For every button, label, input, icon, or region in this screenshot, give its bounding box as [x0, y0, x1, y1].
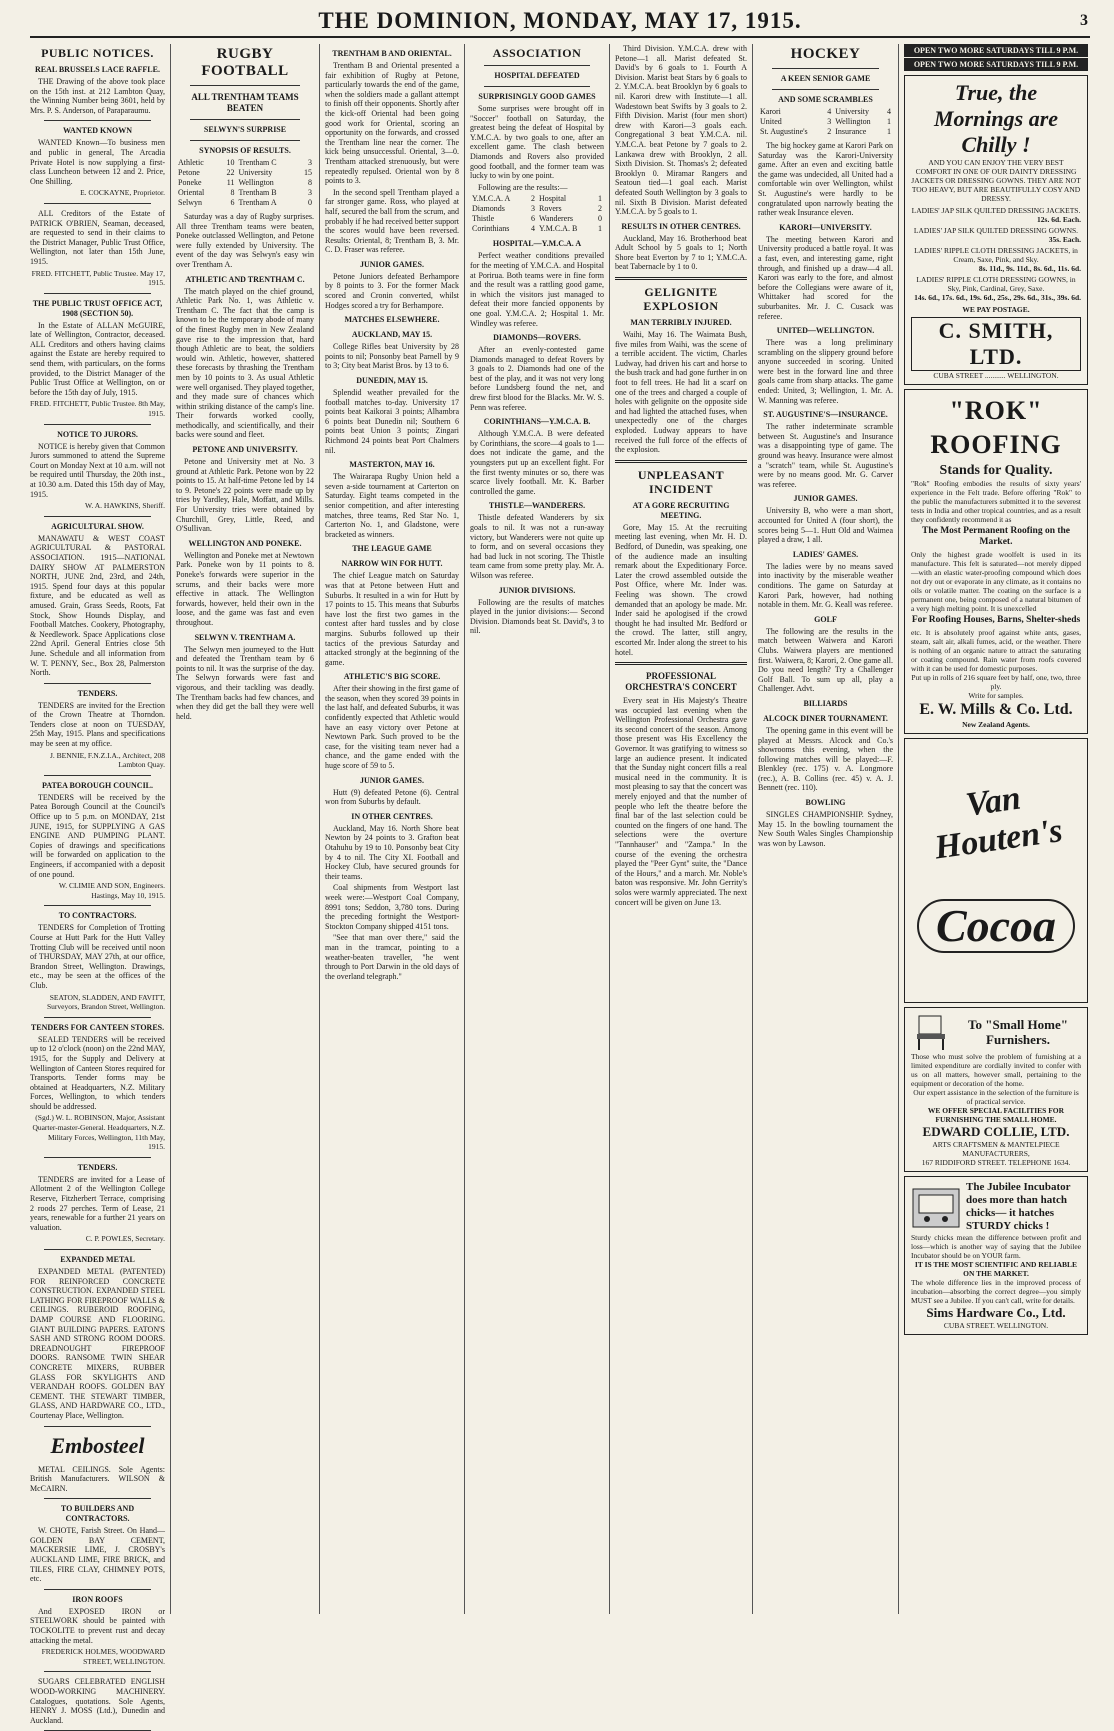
result-row [758, 107, 893, 117]
loser: Wanderers [538, 214, 573, 224]
masthead [30, 8, 1090, 38]
loser-score: 4 [887, 107, 891, 116]
article-text: Following are the results of matches played in the junior divisions:— Second Division. Diamonds beat St. David's, 3 to nil. [470, 597, 604, 636]
article-heading: JUNIOR GAMES. [793, 494, 858, 504]
article-heading: GOLF [814, 614, 837, 624]
article-text: The match played on the chief ground, Athletic Park No. 1, was Athletic v. Trentham C. The fact that the camp is known to be the temporary abode of many of the finest Rugby men in New Zealand gave rise to the impression that, hard though Athletic are to beat, the soldiers would win. Athletic, however, shattered these forecasts by thrashing the Trentham men by 10 points to 3. As usual Athletic were well organised. They played together, and they made sure of chances which within striking distance of the camp's line. Their forwards worked coolly, methodically, and scientifically, and their backs were sound and fleet. [176, 286, 314, 440]
winner: Athletic [178, 158, 204, 167]
price-value: 8s. 11d., 9s. 11d., 8s. 6d., 11s. 6d. [978, 264, 1081, 273]
winner-score: 4 [530, 224, 535, 234]
article-heading: WELLINGTON AND PONEKE. [188, 538, 302, 548]
ad-rolls: Put up in rolls of 216 square feet by half, one, two, three ply. [911, 673, 1081, 691]
winner-score: 4 [827, 107, 832, 116]
article-text: The Wairarapa Rugby Union held a seven a-side tournament at Carterton on Saturday. Eight teams competed in the senior competition, and after interesting matches, three teams, Red Star No. 1, Carterton No. 1, and Gladstone, were bracketed as winners. [325, 472, 459, 539]
article-text: The chief League match on Saturday was that at Petone between Hutt and Suburbs. It resulted in a win for Hutt by 17 points to 15. This means that Suburbs have lost the first two games in the contest after hard tussles and by close margins. Suburbs followed up their tactics of the previous Saturday and attacked strongly at the beginning of the game. [325, 571, 459, 667]
article-heading: BOWLING [805, 798, 846, 808]
incubator-icon [911, 1181, 961, 1231]
subhead: AND SOME SCRAMBLES [778, 95, 873, 104]
notice-heading: TO BUILDERS AND CONTRACTORS. [60, 1504, 135, 1524]
notice-heading: REAL BRUSSELS LACE RAFFLE. [35, 65, 160, 74]
article-text: There was a long preliminary scrambling on the slippery ground before anyone succeeded in scoring. United were best in the forward line and three goals came from sharp attacks. The game ended: United, 3; Wellington, 1. Mr. A. W. Manning was referee. [758, 338, 893, 405]
notice-heading: TENDERS. [77, 688, 118, 698]
article-heading: DUNEDIN, MAY 15. [356, 376, 428, 386]
column-news [615, 44, 747, 1614]
ad-product: Cocoa [917, 899, 1075, 953]
notice-body: W. CHOTE, Farish Street. On Hand—GOLDEN BAY CEMENT, MACKERSIE LIME, J. CROSBY's AUCKLAND LIME, FIRE BRICK, and TILES, FIRE CLAY, CHIMNEY POTS, etc. [30, 1526, 165, 1584]
column-rugby-cont [325, 44, 459, 1614]
notice-body: In the Estate of ALLAN McGUIRE, late of Wellington, Contractor, deceased. ALL Creditors and others having claims against the Estate are hereby required to send them, with particulars, on the forms provided, to the District Manager of the Public Trust Office at Wellington, on or before the 15th day of July, 1915. [30, 320, 165, 397]
notice-body: TENDERS will be received by the Patea Borough Council at the Council's Office up to 5 p.m. on MONDAY, 21st JUNE, 1915, for SUPPLYING A GAS ENGINE AND PUMPING PLANT. Copies of drawings and specifications will be forwarded on application to the Engineers, if accompanied with a deposit of one pound. [30, 792, 165, 879]
notice-signature: FREDERICK HOLMES, WOODWARD STREET, WELLINGTON. [41, 1647, 165, 1666]
ad-firm: E. W. Mills & Co. Ltd. [919, 701, 1073, 718]
divider [44, 203, 151, 204]
price-value: 35s. Each. [1048, 235, 1081, 244]
divider [44, 1671, 151, 1672]
loser-score: 1 [598, 224, 602, 234]
loser-score: 15 [304, 168, 312, 177]
article-text: Although Y.M.C.A. B were defeated by Corinthians, the score—4 goals to 1—does not indicate the game, and the youngsters put up an excellent fight. For the first twenty minutes or so, there was scarce lively football. Mr. K. Barber controlled the game. [470, 429, 604, 496]
results-table [758, 107, 893, 137]
ad-address: 167 RIDDIFORD STREET. TELEPHONE 1634. [921, 1158, 1071, 1167]
winner: Karori [760, 107, 781, 116]
column-hockey [758, 44, 893, 1614]
notice-signature: SEATON, SLADDEN, AND FAVITT, Surveyors, Brandon Street, Wellington. [47, 992, 165, 1012]
ad-title: To "Small Home" Furnishers. [968, 1017, 1068, 1047]
ad-title: True, the Mornings are Chilly ! [933, 80, 1059, 157]
hours-banner: OPEN TWO MORE SATURDAYS TILL 9 P.M. [904, 44, 1088, 57]
ad-firm: Sims Hardware Co., Ltd. [926, 1305, 1066, 1320]
loser: Y.M.C.A. B [538, 224, 578, 234]
column-association [470, 44, 604, 1614]
article-text: The opening game in this event will be played at Messrs. Alcock and Co.'s showrooms this evening, when the following matches will be played:—F. Blenkley (rec. 175) v. A. Longmore (rec.), A. B. Collins (rec. 45) v. A. J. Bennett (rec. 110). [758, 725, 893, 793]
notice-body: NOTICE is hereby given that Common Jurors summoned to attend the Supreme Court on Monday Next at 10 a.m. will not be required until Thursday, the 20th inst., at 10.30 a.m. Dated this 15th day of May, 1915. [30, 441, 165, 499]
result-row [176, 168, 314, 178]
intro: Some surprises were brought off in "Soccer" football on Saturday, the greatest being the defeat of Hospital by Y.M.C.A. by two goals to one, after an excellent game. The clash between Diamonds and Rovers also provided good football, and the former team was lucky to win by one point. [470, 104, 604, 181]
notice-body: THE Drawing of the above took place on the 15th inst. at 212 Lambton Quay, the Winning Number being 3601, held by Mrs. P. S. Anderson, of Paraparaumu. [30, 77, 165, 115]
ad-address: CUBA STREET. WELLINGTON. [943, 1321, 1049, 1330]
article-heading: JUNIOR GAMES. [359, 259, 424, 269]
ad-text: Only the highest grade woolfelt is used in its manufacture. This felt is saturated—not merely dipped—with an elastic water-proofing compound which does not dry out or evaporate in any climate, as it contains no oils or volatile matter. The coating on the surface is a permanent one, being composed of a natural bitumen of a very high melting point. It is unexcelled [911, 550, 1081, 613]
divider [44, 1157, 151, 1158]
gelignite-text: Waihi, May 16. The Waimata Bush, five miles from Waihi, was the scene of a terrible accident. The victim, Charles Ludway, had driven his cart and horse to the bush track and had gone further in on foot to fell trees. He had lit a scarf on one of the trees and charged a couple of holes with gelignite on the opposite side and had lighted the attached fuses, when unexpectedly one of the charges exploded. Ludway appears to have received the full force of the effects of the explosion. [615, 330, 747, 455]
article-heading: ST. AUGUSTINE'S—INSURANCE. [763, 410, 888, 420]
ad-samples: Write for samples. [968, 691, 1024, 700]
notice-heading: WANTED KNOWN [62, 126, 133, 136]
loser-score: 2 [598, 204, 602, 214]
ad-firm: C. SMITH, LTD. [911, 317, 1081, 371]
divider [44, 1589, 151, 1590]
article-text: University B, who were a man short, accounted for United A (four short), the scores being 5—1. Hutt Old and Waimea played a draw, 1 all. [758, 506, 893, 545]
price-item: LADIES' RIPPLE CLOTH DRESSING JACKETS, in Cream, Saxe, Pink, and Sky. [914, 246, 1078, 264]
chair-icon [911, 1012, 951, 1052]
ad-agents: New Zealand Agents. [962, 720, 1030, 729]
ad-text: "Rok" Roofing embodies the results of sixty years' experience in the Felt trade. Before offering "Rok" to the public the manufacturers submitted it to the severest tests in India and other tropical countries, and as a result they confidently recommend it as [911, 479, 1081, 524]
article-heading: HOSPITAL—Y.M.C.A. A [492, 239, 582, 249]
article-heading: MASTERTON, MAY 16. [349, 460, 435, 470]
article-text: Auckland, May 16. North Shore beat Newton by 24 points to 3. Grafton beat Otahuhu by 19 to 10. Ponsonby beat City by 4 to nil. The City XI. Football and Hockey Club, have secured grounds for their teams. [325, 823, 459, 881]
article-heading: IN OTHER CENTRES. [351, 811, 433, 821]
notice-signature: (Sgd.) W. L. ROBINSON, Major, Assistant Quarter-master-General. Headquarters, N.Z. Military Forces, Wellington, 11th May, 1915. [32, 1113, 165, 1152]
notice-body: TENDERS for Completion of Trotting Course at Hutt Park for the Hutt Valley Trotting Club will be received until noon of THURSDAY, MAY 27th, at our office, Brandon Street, Wellington. Drawings, etc., may be seen at the offices of the Club. [30, 923, 165, 990]
divider [44, 1426, 151, 1427]
article-heading: CORINTHIANS—Y.M.C.A. B. [483, 417, 591, 427]
ad-rok-roofing [904, 389, 1088, 734]
result-row [758, 117, 893, 127]
article-text: "See that man over there," said the man in the tramcar, pointing to a weather-beaten traveller, "he went through to Port Darwin in the old days of the overland telegraph." [325, 933, 459, 981]
notice-body: MANAWATU & WEST COAST AGRICULTURAL & PASTORAL ASSOCIATION. 1915—NATIONAL DAIRY SHOW AT PALMERSTON NORTH, JUNE 2nd, 23rd, and 24th, 1915. Spend four days at this popular fixture, and be educated as well as amused. Grain, Grass Seeds, Roots, Fat Stock, Show Hounds Display, and Football Matches. Cookery, Photography, & Needlework. Space Applications close 22nd April. General Entries close 5th June. Schedule and all information from W. T. PENNY, Sec., Box 28, Palmerston North. [30, 533, 165, 678]
winner: United [760, 117, 782, 126]
notice-signature: W. CLIMIE AND SON, Engineers. Hastings, May 10, 1915. [58, 881, 165, 900]
article-text: In the second spell Trentham played a far stronger game. Ross, who played at half, secured the ball from the scrum, and probably if he had received better support the scores would have been reversed. Results: Oriental, 8; Trentham B, 3. Mr. C. D. Fraser was referee. [325, 187, 459, 255]
notice-body: TENDERS are invited for a Lease of Allotment 2 of the Wellington College Reserve, Fitzherbert Terrace, comprising 2 roods 27 perches. Term of Lease, 21 years, renewable for a further 21 years on valuation. [30, 1174, 165, 1232]
result-row [470, 214, 604, 224]
notice-body: SEALED TENDERS will be received up to 12 o'clock (noon) on the 22nd MAY, 1915, for the Supply and Delivery at Wellington of Canteen Stores required for Transports. Tender forms may be obtained at Headquarters, N.Z. Military Forces, Wellington, to which tenders should be addressed. [30, 1034, 165, 1111]
divider [44, 1017, 151, 1018]
article-heading: SELWYN V. TRENTHAM A. [194, 632, 296, 642]
notice-heading: IRON ROOFS [72, 1594, 123, 1604]
gelignite-heading: GELIGNITE EXPLOSION [643, 285, 719, 314]
column-rugby [176, 44, 314, 1614]
loser: Wellington [238, 178, 274, 187]
article-heading: BILLIARDS [803, 698, 848, 708]
divider [44, 1498, 151, 1499]
divider [44, 293, 151, 294]
winner: St. Augustine's [760, 127, 808, 136]
winner-score: 3 [530, 204, 535, 214]
ad-text: etc. It is absolutely proof against white ants, gases, steam, salt air, alkali fumes, acid, or the weather. There is nothing of an organic nature to attract the saturating or coating compound. Rain water from roofs covered with it can be used for domestic purposes. [911, 628, 1081, 673]
winner-score: 2 [827, 127, 832, 136]
loser: Trentham C [238, 158, 277, 167]
article-text: College Rifles beat University by 28 points to nil; Ponsonby beat Parnell by 9 to 3; City beat Marist Bros. by 13 to 6. [325, 342, 459, 371]
ad-craft: ARTS CRAFTSMEN & MANTELPIECE MANUFACTURERS, [932, 1140, 1060, 1158]
loser: Trentham A [238, 198, 277, 207]
notice-body: SUGARS CELEBRATED ENGLISH WOOD-WORKING MACHINERY. Catalogues, quotations. Sole Agents, HENRY J. MOSS (Ltd.), Dunedin and Auckland. [30, 1677, 165, 1725]
winner: Oriental [178, 188, 205, 197]
article-text: Thistle defeated Wanderers by six goals to nil. It was not a run-away victory, but Wanderers were not quite up to form, and on several occasions they had bad luck in not scoring. The Thistle team came from some pretty play. Mr. A. Wilson was referee. [470, 513, 604, 580]
article-text: Trentham B and Oriental presented a fair exhibition of Rugby at Petone, particularly towards the end of the game, when the soldiers made a gallant attempt to finish off their opponents. Shortly after the kick-off Oriental had been going good work for Oriental, scoring an opportunity on the forwards, and crossed the Trentham line near the corner. The kick being unsuccessful. Oriental, 3—0. Trentham attacked strenuously, but were repeatedly repulsed. Oriental won by 8 points to 3. [325, 61, 459, 186]
divider [44, 905, 151, 906]
price-value: 14s. 6d., 17s. 6d., 19s. 6d., 25s., 29s. 6d., 31s., 39s. 6d. [914, 293, 1081, 302]
unpleasant-text: Gore, May 15. At the recruiting meeting last evening, when Mr. H. D. Bedford, of Dunedin, was speaking, one of the audience made an insulting remark about the Expeditionary Force. Later the crowd assembled outside the Post Office, where Mr. Inder was. Feeling was shown. The crowd demanded that an apology be made. Mr. Inder said he apologised if the crowd thought he had insulted Mr. Bedford or the crowd. The latter, still angry, escorted Mr. Inder along the street to his hotel. [615, 522, 747, 657]
ad-address: CUBA STREET ........... WELLINGTON. [933, 371, 1059, 380]
price-value: 12s. 6d. Each. [1037, 215, 1081, 224]
loser: University [238, 168, 273, 177]
loser: Trentham B [238, 188, 277, 197]
subhead: A KEEN SENIOR GAME [780, 74, 871, 83]
result-row [176, 178, 314, 188]
subhead: HOSPITAL DEFEATED [494, 71, 580, 80]
article-heading: NARROW WIN FOR HUTT. [341, 559, 443, 569]
article-text: The meeting between Karori and University produced a battle royal. It was a fast, even, and interesting game, right through, and finished up a draw—4 all. Karori was early to the fore, and almost before the Collegians were aware of it, Whittaker had scored for the suburbanites. Mr. J. C. Cusack was referee. [758, 234, 893, 321]
loser-score: 1 [598, 194, 602, 204]
gelignite-subhead: MAN TERRIBLY INJURED. [630, 318, 732, 328]
section-title: ASSOCIATION [492, 46, 582, 60]
price-line [911, 226, 1081, 244]
notice-heading: TENDERS FOR CANTEEN STORES. [30, 1022, 165, 1032]
notice-heading: TENDERS. [77, 1162, 118, 1172]
notice-heading: EXPANDED METAL [60, 1255, 135, 1264]
headline: ALL TRENTHAM TEAMS BEATEN [191, 92, 299, 113]
winner-score: 2 [530, 194, 535, 204]
price-line [911, 275, 1081, 302]
ad-jubilee-incubator [904, 1176, 1088, 1335]
notice-body: WANTED Known—To business men and public in general, The Arcadia Private Hotel is now supplying a first-class Luncheon between 12 and 2. Price, One Shilling. [30, 138, 165, 186]
intro: The big hockey game at Karori Park on Saturday was the Karori-University game. After an even and exciting battle the game was undecided, all United had a comfortable win over Wellington, whilst St. Augustine's were hardly to be congratulated upon narrowly beating the rather weak Insurance eleven. [758, 141, 893, 218]
ad-edward-collie [904, 1007, 1088, 1172]
article-heading: JUNIOR GAMES. [359, 775, 424, 785]
deck: SELWYN'S SURPRISE [203, 125, 287, 134]
ad-offer: WE OFFER SPECIAL FACILITIES FOR FURNISHING THE SMALL HOME. [927, 1106, 1065, 1124]
ad-dressing-gowns [904, 75, 1088, 385]
divider [44, 775, 151, 776]
article-text: The ladies were by no means saved into inactivity by the miserable weather conditions. The game on Saturday at Karori Park, however, had nothing notable in them. Mr. G. Keall was referee. [758, 561, 893, 610]
results-table [470, 194, 604, 234]
notice-body: And EXPOSED IRON or STEELWORK should be painted with TOCKOLITE to prevent rust and decay attacking the metal. [30, 1606, 165, 1645]
synopsis-title: SYNOPSIS OF RESULTS. [199, 146, 291, 155]
article-text: Perfect weather conditions prevailed for the meeting of Y.M.C.A. and Hospital at Porirua. Both teams were in fine form and the result was a rattling good game, in which the visitors just managed to defeat their more fancied opponents by one goal. Y.M.C.A. 2; Hospital 1. Mr. Windley was referee. [470, 251, 604, 328]
winner: Poneke [178, 178, 202, 187]
ad-text: Our expert assistance in the selection of the furniture is of practical service. [913, 1088, 1079, 1106]
ad-title: The Jubilee Incubator does more than hatch chicks— it hatches STURDY chicks ! [966, 1181, 1071, 1232]
notice-body: TENDERS are invited for the Erection of the Crown Theatre at Thorndon. Tenders close at noon on TUESDAY, 25th May, 1915. Plans and specifications may be seen at my office. [30, 700, 165, 749]
notice-signature: E. COCKAYNE, Proprietor. [80, 188, 165, 198]
loser: University [835, 107, 870, 116]
loser-score: 1 [887, 117, 891, 126]
article-heading: JUNIOR DIVISIONS. [498, 585, 576, 595]
notice-brand: Embosteel [50, 1432, 145, 1458]
loser-score: 3 [308, 158, 312, 167]
column-public-notices [30, 44, 166, 1725]
notice-signature: FRED. FITCHETT, Public Trustee. 8th May, 1915. [30, 399, 166, 419]
price-item: LADIES' RIPPLE CLOTH DRESSING GOWNS, in Sky, Pink, Cardinal, Grey, Saxe. [916, 275, 1076, 293]
article-text: Hutt (9) defeated Petone (6). Central won from Suburbs by default. [325, 787, 459, 807]
article-text: The Selwyn men journeyed to the Hutt and defeated the Trentham team by 6 points to nil. It was the surprise of the day. The Selwyn forwards were fast and vigorous, and their tackling was deadly. The Trentham backs had few chances, and when they did get the ball they were well held. [176, 644, 314, 721]
article-heading: UNITED—WELLINGTON. [776, 326, 875, 336]
ad-text: AND YOU CAN ENJOY THE VERY BEST COMFORT IN ONE OF OUR DAINTY DRESSING JACKETS OR DRESSING GOWNS. THEY ARE NOT TOO HEAVY, BUT ARE BEAUTIFULLY COSY AND DRESSY. [911, 158, 1081, 203]
article-text: Splendid weather prevailed for the football matches to-day. University 17 points beat Kaikorai 3 points; Alhambra 6 points beat Dunedin nil; Southern 6 points beat Union 3 points; Zingari Richmond 24 points beat Port Chalmers nil. [325, 388, 459, 455]
article-text: After their showing in the first game of the season, when they scored 39 points in the last half, and defeated Suburbs, it was confidently expected that Athletic would have an easy victory over Petone at Newtown Park. Such proved to be the case, for the visiting team never had a chance, and the game ended with the huge score of 59 to 5. [325, 684, 459, 771]
loser: Rovers [538, 204, 562, 214]
article-text: Petone Juniors defeated Berhampore by 8 points to 3. For the former Mack scored and Cronin converted, whilst Hodges scored a try for Berhampore. [325, 271, 459, 310]
ad-text: The whole difference lies in the improved process of incubation—absorbing the correct degree—you simply MUST see a Jubilee. If you can't call, write for details. [911, 1278, 1081, 1305]
section-title: PUBLIC NOTICES. [41, 46, 154, 60]
divider [44, 424, 151, 425]
notice-signature: W. A. HAWKINS, Sheriff. [84, 501, 165, 511]
notice-heading: THE PUBLIC TRUST OFFICE ACT, 1908 (SECTION 50). [32, 298, 163, 318]
article-heading: DIAMONDS—ROVERS. [493, 333, 581, 343]
result-row [470, 224, 604, 234]
unpleasant-subhead: AT A GORE RECRUITING MEETING. [632, 500, 730, 520]
notice-signature: C. P. POWLES, Secretary. [85, 1234, 165, 1244]
notice-heading: NOTICE TO JURORS. [57, 429, 138, 439]
price-item: LADIES' JAP SILK QUILTED DRESSING JACKETS. [911, 206, 1081, 215]
article-heading: LADIES' GAMES. [792, 549, 859, 559]
ad-highlight: The Most Permanent Roofing on the Market. [921, 526, 1071, 547]
divider [44, 516, 151, 517]
ad-text: Those who must solve the problem of furnishing at a limited expenditure are cordially invited to confer with us on all matters, however small, pertaining to the equipment or decoration of the home. [911, 1052, 1081, 1088]
article-text: Coal shipments from Westport last week were:—Westport Coal Company, 8991 tons; Seddon, 3,780 tons. During the preceding fortnight the Westport-Stockton Company shipped 4151 tons. [325, 883, 459, 931]
subhead: SURPRISINGLY GOOD GAMES [478, 92, 596, 101]
article-text: The rather indeterminate scramble between St. Augustine's and Insurance was a disappointing type of game. The ground was heavy. Insurance were almost a "scratch" team, while St. Augustine's were by no means good. Mr. G. Carver was referee. [758, 422, 893, 489]
ad-highlight: IT IS THE MOST SCIENTIFIC AND RELIABLE ON THE MARKET. [914, 1260, 1078, 1278]
article-heading: TRENTHAM B AND ORIENTAL. [332, 49, 452, 58]
section-title: RUGBY FOOTBALL [201, 46, 289, 79]
section-title: HOCKEY [790, 46, 861, 62]
intro: Saturday was a day of Rugby surprises. All three Trentham teams were beaten, Poneke outclassed Wellington, and Petone were fully extended by University. The event of the day was Selwyn's easy win over Trentham A. [176, 212, 314, 269]
result-row [758, 127, 893, 137]
notice-heading: PATEA BOROUGH COUNCIL. [41, 780, 154, 790]
article-heading: THE LEAGUE GAME [352, 544, 432, 554]
winner-score: 22 [226, 168, 235, 177]
ad-text: Sturdy chicks mean the difference between profit and loss—which is another way of saying that the Jubilee Incubator should be on YOUR farm. [911, 1233, 1081, 1260]
ad-title: "ROK" ROOFING [930, 396, 1062, 459]
loser-score: 0 [308, 198, 312, 207]
winner-score: 6 [530, 214, 535, 224]
unpleasant-heading: UNPLEASANT INCIDENT [637, 467, 725, 496]
winner: Corinthians [472, 224, 510, 234]
winner-score: 11 [226, 178, 235, 187]
winner-score: 6 [230, 198, 235, 207]
hours-banner: OPEN TWO MORE SATURDAYS TILL 9 P.M. [904, 58, 1088, 71]
notice-signature: FRED. FITCHETT, Public Trustee. May 17, 1915. [31, 268, 165, 288]
result-row [470, 204, 604, 214]
winner: Petone [178, 168, 200, 177]
ad-brand: Van Houten's [932, 779, 1065, 867]
notice-heading: AGRICULTURAL SHOW. [51, 521, 144, 531]
loser: Wellington [835, 117, 871, 126]
ad-highlight: For Roofing Houses, Barns, Shelter-sheds [911, 615, 1081, 625]
result-row [176, 198, 314, 208]
other-centres-text: Auckland, May 16. Brotherhood beat Adult School by 5 goals to 1; North Shore beat Everton by 7 to 1; Y.M.C.A. beat Tabernacle by 1 to 0. [615, 233, 747, 272]
price-line [911, 206, 1081, 224]
article-heading: PETONE AND UNIVERSITY. [192, 445, 298, 455]
winner: Y.M.C.A. A [472, 194, 511, 204]
orchestra-heading: PROFESSIONAL ORCHESTRA'S CONCERT [625, 671, 737, 693]
divider [44, 120, 151, 121]
divider [44, 1249, 151, 1250]
notice-body: METAL CEILINGS. Sole Agents: British Manufacturers. WILSON & McCAIRN. [30, 1464, 165, 1493]
article-text: SINGLES CHAMPIONSHIP. Sydney, May 15. In the bowling tournament the New South Wales Singles Championship was won by Lawson. [758, 810, 893, 848]
article-heading: MATCHES ELSEWHERE. [344, 315, 440, 325]
notice-heading: TO CONTRACTORS. [58, 911, 137, 921]
notice-signature: J. BENNIE, F.N.Z.I.A., Architect, 208 Lambton Quay. [49, 750, 165, 770]
loser: Hospital [538, 194, 567, 204]
masthead-title: THE DOMINION, MONDAY, MAY 17, 1915. [318, 8, 802, 33]
synopsis-table [176, 158, 314, 208]
ad-van-houtens-cocoa [904, 738, 1088, 1003]
notice-body: ALL Creditors of the Estate of PATRICK O'BRIEN, Seaman, deceased, are requested to send in their claims to the District Manager, Public Trust Office, Wellington, not later than 15th June, 1915. [30, 208, 165, 266]
article-heading: AUCKLAND, MAY 15. [351, 330, 433, 340]
result-row [470, 194, 604, 204]
winner-score: 10 [226, 158, 235, 167]
loser-score: 0 [598, 214, 602, 224]
article-heading: THISTLE—WANDERERS. [488, 501, 586, 511]
article-text: Petone and University met at No. 3 ground at Athletic Park. Petone won by 22 points to 15. At half-time Petone led by 14 to 9. Petone's 22 points were made up by tries by Yardley, Hale, Moffatt, and Mills. For University tries were obtained by Churchill, Grey, Little, Reed, and O'Sullivan. [176, 457, 314, 534]
orchestra-text: Every seat in His Majesty's Theatre was occupied last evening when the Wellington Professional Orchestra gave its second concert of the season. Among those present was His Excellency the Governor. It was gratifying to witness so large an audience present. It indicated that the Sunday night concert fills a real musical need in the community. It is most pleasing to say that the concert was merely enjoyed and that the number of people who left the theatre before the final bar of the last selection could be counted on the fingers of one hand. The selections were the overture "Tannhauser" and "Zampa." In the course of the evening the orchestra played the "Peer Gynt" suite, the "Dance of the Hours," and a march. Mr. Noble's baton was responsive. Mr. John Gerrity's solos were warmly appreciated. The next concert will be given on June 13. [615, 696, 747, 907]
results-title: Following are the results:— [478, 182, 568, 192]
article-heading: KARORI—UNIVERSITY. [779, 222, 872, 232]
winner-score: 8 [230, 188, 235, 197]
loser-score: 8 [308, 178, 312, 187]
loser-score: 3 [308, 188, 312, 197]
loser: Insurance [835, 127, 867, 136]
winner-score: 3 [827, 117, 832, 126]
page-number: 3 [1080, 12, 1088, 29]
article-text: The following are the results in the match between Waiwera and Karori Clubs. Waiwera players are mentioned first. Waiwera, 8; Karori, 2. One game all. Do you need length? Try a Challenger Golf Ball. To sum up all, play a Challenger. Advt. [758, 626, 893, 694]
other-centres-heading: RESULTS IN OTHER CENTRES. [621, 221, 741, 231]
article-heading: ATHLETIC'S BIG SCORE. [343, 672, 441, 682]
price-item: LADIES' JAP SILK QUILTED DRESSING GOWNS. [913, 226, 1079, 235]
winner: Selwyn [178, 198, 202, 207]
ad-subtitle: Stands for Quality. [939, 463, 1053, 478]
article-text: After an evenly-contested game Diamonds managed to defeat Rovers by 3 goals to 2. Diamonds had one of the best of the play, and it was not very long before Lundsberg found the net, and drew first blood for the Blacks. Mr. W. S. Penn was referee. [470, 345, 604, 412]
column-advertisements [904, 44, 1088, 1614]
divider [44, 683, 151, 684]
divisions-text: Third Division. Y.M.C.A. drew with Petone—1 all. Marist defeated St. David's by 6 goals to 1. Fourth A Division. Marist beat Stars by 6 goals to 2. Y.M.C.A. beat Brooklyn by 6 goals to nil. Karori drew with Institute—1 all. Wadestown beat Swifts by 3 goals to 2. Fifth Division. Marist (four men short) drew with Karori—3 goals each. Congregational 3 beat Y.M.C.A. nil. Y.M.C.A. beat Petone by 7 goals to 2. Lankawa drew with Brooklyn, 2 all. Sixth Division. St. Thomas's 2; defeated Brooklyn 0. Miramar Rangers and Seatoun tied—1 goal each. Marist defeated South Wellington by 3 goals to nil. Sixth B Division. Marist defeated Y.M.C.A. by 5 goals to 1. [615, 44, 747, 217]
price-line [911, 246, 1081, 273]
article-text: Wellington and Poneke met at Newtown Park. Poneke won by 11 points to 8. Poneke's forwards were superior in the scrums, and their backs were more effective in attack. The Wellington forwards, however, held their own in the loose, and the game was fast and even throughout. [176, 550, 314, 627]
notice-body: EXPANDED METAL (PATENTED) FOR REINFORCED CONCRETE CONSTRUCTION. EXPANDED STEEL LATHING FOR FIREPROOF WALLS & CEILINGS. RUBEROID ROOFING, DAMP COURSE AND FLOORING. GIANT BUILDING PAPERS. EATON'S SASH AND STRONG ROOM DOORS. DREADNOUGHT FIREPROOF DOORS. RANSOME TWIN SHEAR CONCRETE MIXERS, RUBBER GLASS FOR SKYLIGHTS AND VERANDAH ROOFS. GOLDEN BAY CEMENT. THE STEWART TIMBER, GLASS, AND HARDWARE CO., LTD., Courtenay Place, Wellington. [30, 1267, 165, 1420]
winner: Thistle [472, 214, 495, 224]
ad-firm: EDWARD COLLIE, LTD. [922, 1124, 1070, 1139]
article-heading: ALCOCK DINER TOURNAMENT. [763, 713, 888, 723]
result-row [176, 188, 314, 198]
winner: Diamonds [472, 204, 505, 214]
article-heading: ATHLETIC AND TRENTHAM C. [185, 274, 305, 284]
ad-postage: WE PAY POSTAGE. [962, 305, 1030, 314]
result-row [176, 158, 314, 168]
loser-score: 1 [887, 127, 891, 136]
